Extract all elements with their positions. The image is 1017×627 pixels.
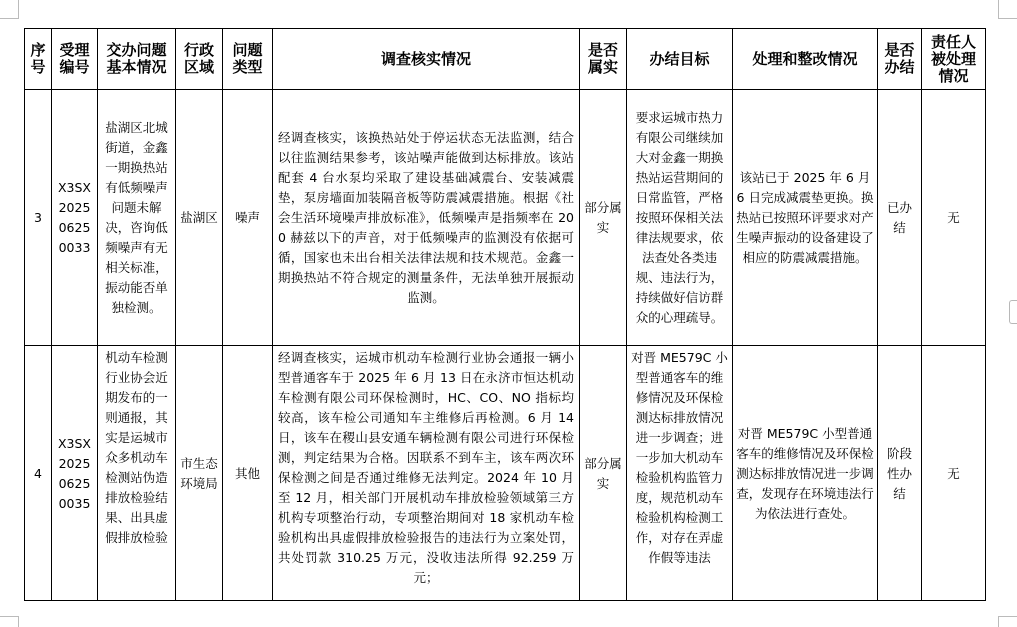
- petition-table: [24, 28, 986, 601]
- cell-done: 已办结: [878, 90, 922, 346]
- table-row: [25, 346, 986, 601]
- cell-punish: 无: [922, 90, 986, 346]
- cell-handling: 该站已于 2025 年 6 月 6 日完成减震垫更换。换热站已按照环评要求对产生噪声振动的设备建设了相应的防震减震措施。: [733, 90, 878, 346]
- header-id: 受理编号: [52, 29, 98, 90]
- header-punish: 责任人被处理情况: [922, 29, 986, 90]
- cell-type: 噪声: [223, 90, 273, 346]
- cell-issue: 盐湖区北城街道，金鑫一期换热站有低频噪声问题未解决，咨询低频噪声有无相关标准，振动能否单独检测。: [98, 90, 176, 346]
- header-type: 问题类型: [223, 29, 273, 90]
- table-row: [25, 90, 986, 346]
- header-region: 行政区域: [176, 29, 223, 90]
- cell-type: 其他: [223, 346, 273, 601]
- page-corner-mark: [998, 616, 1017, 627]
- page-corner-mark: [0, 616, 19, 627]
- cell-true: 部分属实: [580, 346, 627, 601]
- cell-region: 盐湖区: [176, 90, 223, 346]
- cell-seq: 4: [25, 346, 52, 601]
- cell-punish: 无: [922, 346, 986, 601]
- cell-done: 阶段性办结: [878, 346, 922, 601]
- cell-seq: 3: [25, 90, 52, 346]
- cell-true: 部分属实: [580, 90, 627, 346]
- header-seq: 序号: [25, 29, 52, 90]
- header-handling: 处理和整改情况: [733, 29, 878, 90]
- cell-goal: 对晋 ME579C 小型普通客车的维修情况及环保检测达标排放情况进一步调查；进一步加大机动车检验机构监管力度，规范机动车检验机构检测工作，对存在弄虚作假等违法: [627, 346, 733, 601]
- cell-issue: 机动车检测行业协会近期发布的一则通报，其实是运城市众多机动车检测站伪造排放检验结果、出具虚假排放检验: [98, 346, 176, 601]
- cell-id: X3SX20250625 0035: [52, 346, 98, 601]
- header-survey: 调查核实情况: [273, 29, 580, 90]
- page-corner-mark: [0, 0, 19, 19]
- cell-handling: 对晋 ME579C 小型普通客车的维修情况及环保检测达标排放情况进一步调查，发现存在环境违法行为依法进行查处。: [733, 346, 878, 601]
- header-goal: 办结目标: [627, 29, 733, 90]
- page-corner-mark: [998, 0, 1017, 19]
- side-scroll-handle[interactable]: [1009, 300, 1017, 324]
- header-row: [25, 29, 986, 90]
- cell-survey: 经调查核实，运城市机动车检测行业协会通报一辆小型普通客车于 2025 年 6 月 13 日在永济市恒达机动车检测有限公司环保检测时，HC、CO、NO 指标均较高，该车检公司通知车主维修后再检测。6 月 14 日，该车在稷山县安通车辆检测有限公司进行环保检测，判定结果为合格。因联系不到车主，该车两次环保检测之间是否通过维修无法判定。2024 年 10 月至 12 月，相关部门开展机动车排放检验领域第三方机构专项整治行动，专项整治期间对 18 家机动车检验机构出具虚假排放检验报告的违法行为立案处罚，共处罚款 310.25 万元，没收违法所得 92.259 万元；: [273, 346, 580, 601]
- cell-id: X3SX20250625 0033: [52, 90, 98, 346]
- header-issue: 交办问题基本情况: [98, 29, 176, 90]
- header-true: 是否属实: [580, 29, 627, 90]
- cell-region: 市生态环境局: [176, 346, 223, 601]
- cell-goal: 要求运城市热力有限公司继续加大对金鑫一期换热站运营期间的日常监管，严格按照环保相关法律法规要求，依法查处各类违规、违法行为，持续做好信访群众的心理疏导。: [627, 90, 733, 346]
- cell-survey: 经调查核实，该换热站处于停运状态无法监测，结合以往监测结果参考，该站噪声能做到达标排放。该站配套 4 台水泵均采取了建设基础减震台、安装减震垫，泵房墙面加装隔音板等防震减震措施。根据《社会生活环境噪声排放标准》，低频噪声是指频率在 200 赫兹以下的声音，对于低频噪声的监测没有依据可循，国家也未出台相关法律法规和技术规范。金鑫一期换热站不符合规定的测量条件，无法单独开展振动监测。: [273, 90, 580, 346]
- header-done: 是否办结: [878, 29, 922, 90]
